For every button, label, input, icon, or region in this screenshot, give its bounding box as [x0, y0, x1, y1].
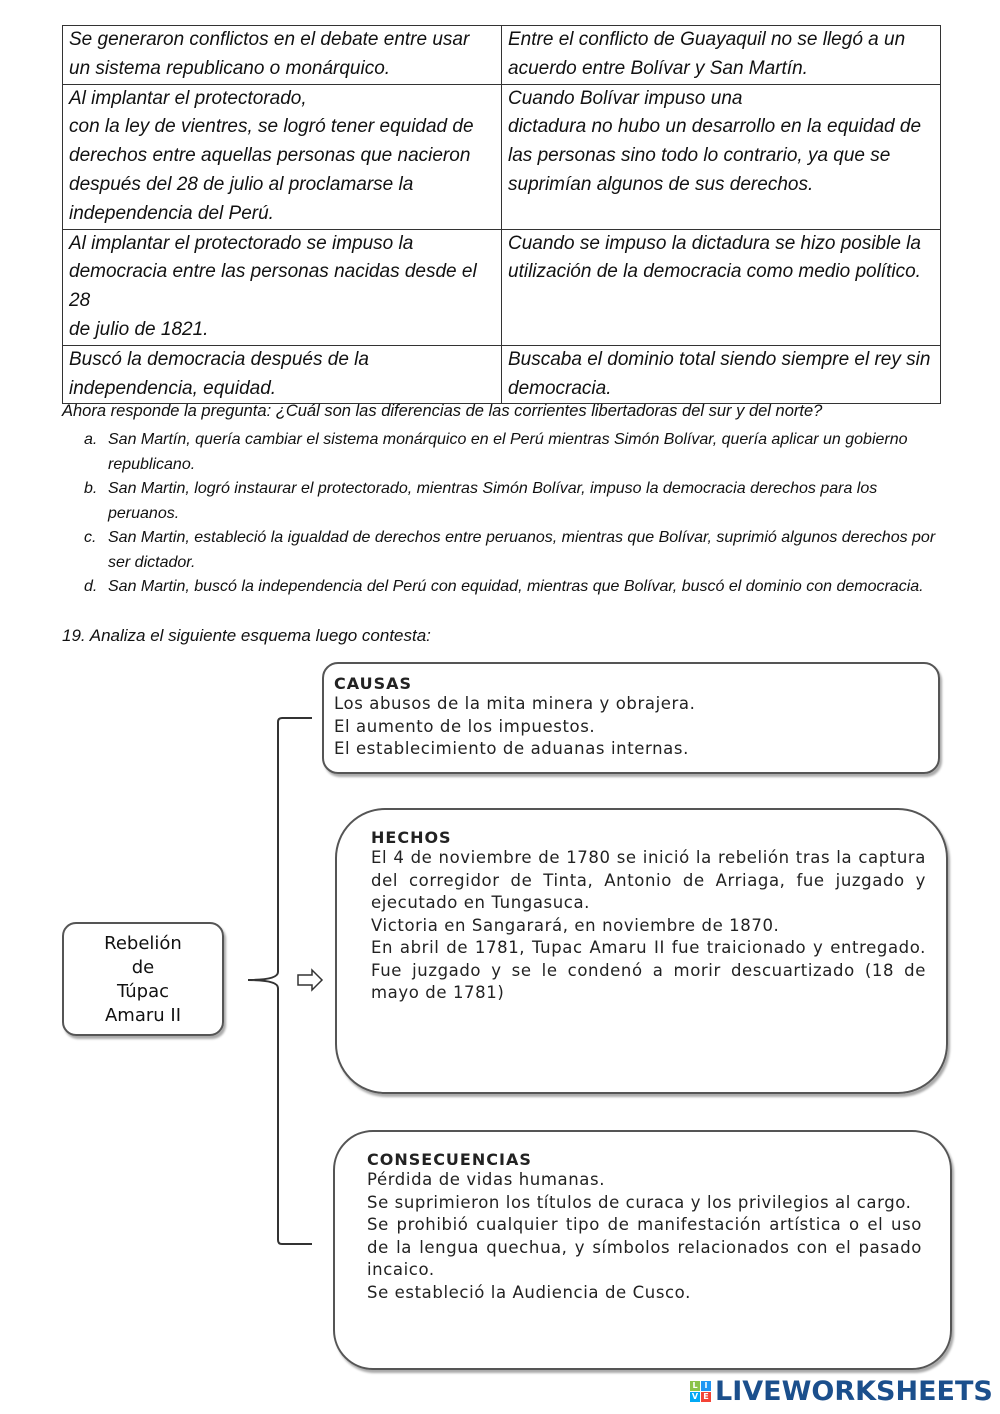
- causas-line: Los abusos de la mita minera y obrajera.: [334, 694, 696, 713]
- logo-text: LIVEWORKSHEETS: [715, 1376, 993, 1407]
- causas-line: El aumento de los impuestos.: [334, 716, 596, 736]
- hechos-box: [335, 808, 948, 1094]
- causas-title: CAUSAS: [334, 674, 413, 693]
- table-cell: Al implantar el protectorado, con la ley de vientres, se logró tener equidad de derechos entre aquellas personas que nacieron después del 28 de julio al proclamarse la independencia del Perú.: [63, 84, 502, 229]
- arrow-right-icon: [298, 970, 322, 990]
- root-node: Rebelión de Túpac Amaru II: [62, 922, 224, 1036]
- consecuencias-line: Pérdida de vidas humanas.: [367, 1170, 606, 1189]
- table-cell: Cuando Bolívar impuso una dictadura no hubo un desarrollo en la equidad de las personas sino todo lo contrario, ya que se suprimían algunos de sus derechos.: [502, 84, 941, 229]
- hechos-line: En abril de 1781, Tupac Amaru II fue traicionado y entregado. Fue juzgado y se le condenó a morir descuartizado (18 de mayo de 1781): [371, 938, 926, 1002]
- option-text: San Martin, logró instaurar el protectorado, mientras Simón Bolívar, impuso la democracia derechos para los peruanos.: [108, 480, 878, 522]
- consecuencias-line: Se prohibió cualquier tipo de manifestación artística o el uso de la lengua quechua, y símbolos relacionados con el pasado incaico.: [367, 1215, 922, 1279]
- table-cell: Buscaba el dominio total siendo siempre el rey sin democracia.: [502, 345, 941, 404]
- consecuencias-box: [333, 1130, 952, 1370]
- question-19: 19. Analiza el siguiente esquema luego contesta:: [62, 626, 431, 645]
- option-text: San Martin, buscó la independencia del Perú con equidad, mientras que Bolívar, buscó el dominio con democracia.: [108, 578, 924, 595]
- hechos-line: El 4 de noviembre de 1780 se inició la rebelión tras la captura del corregidor de Tinta, Antonio de Arriaga, fue juzgado y ejecutado en Tungasuca.: [371, 848, 926, 912]
- table-cell: Cuando se impuso la dictadura se hizo posible la utilización de la democracia como medio político.: [502, 229, 941, 345]
- table-cell: Se generaron conflictos en el debate entre usar un sistema republicano o monárquico.: [63, 26, 502, 85]
- liveworksheets-logo: [690, 1376, 993, 1407]
- option-text: San Martin, estableció la igualdad de derechos entre peruanos, mientras que Bolívar, suprimió algunos derechos por ser dictador.: [108, 529, 936, 571]
- consecuencias-title: CONSECUENCIAS: [367, 1150, 532, 1169]
- consecuencias-line: Se suprimieron los títulos de curaca y los privilegios al cargo.: [367, 1192, 912, 1212]
- hechos-title: HECHOS: [371, 828, 452, 847]
- causas-box: [322, 662, 940, 774]
- option-letter: b.: [84, 480, 98, 497]
- option-text: San Martín, quería cambiar el sistema monárquico en el Perú mientras Simón Bolívar, quería aplicar un gobierno republicano.: [108, 431, 908, 473]
- consecuencias-line: Se estableció la Audiencia de Cusco.: [367, 1282, 691, 1302]
- causas-line: El establecimiento de aduanas internas.: [334, 739, 689, 758]
- option-letter: a.: [84, 431, 98, 448]
- logo-icon: L I V E: [690, 1381, 711, 1402]
- option-letter: d.: [84, 578, 98, 595]
- hechos-line: Victoria en Sangarará, en noviembre de 1870.: [371, 915, 780, 935]
- option-letter: c.: [84, 529, 97, 546]
- question-text: Ahora responde la pregunta: ¿Cuál son las diferencias de las corrientes libertadoras del sur y del norte?: [62, 402, 823, 420]
- bracket: [248, 718, 312, 1244]
- table-cell: Buscó la democracia después de la independencia, equidad.: [63, 345, 502, 404]
- table-cell: Entre el conflicto de Guayaquil no se llegó a un acuerdo entre Bolívar y San Martín.: [502, 26, 941, 85]
- table-cell: Al implantar el protectorado se impuso la democracia entre las personas nacidas desde el 28 de julio de 1821.: [63, 229, 502, 345]
